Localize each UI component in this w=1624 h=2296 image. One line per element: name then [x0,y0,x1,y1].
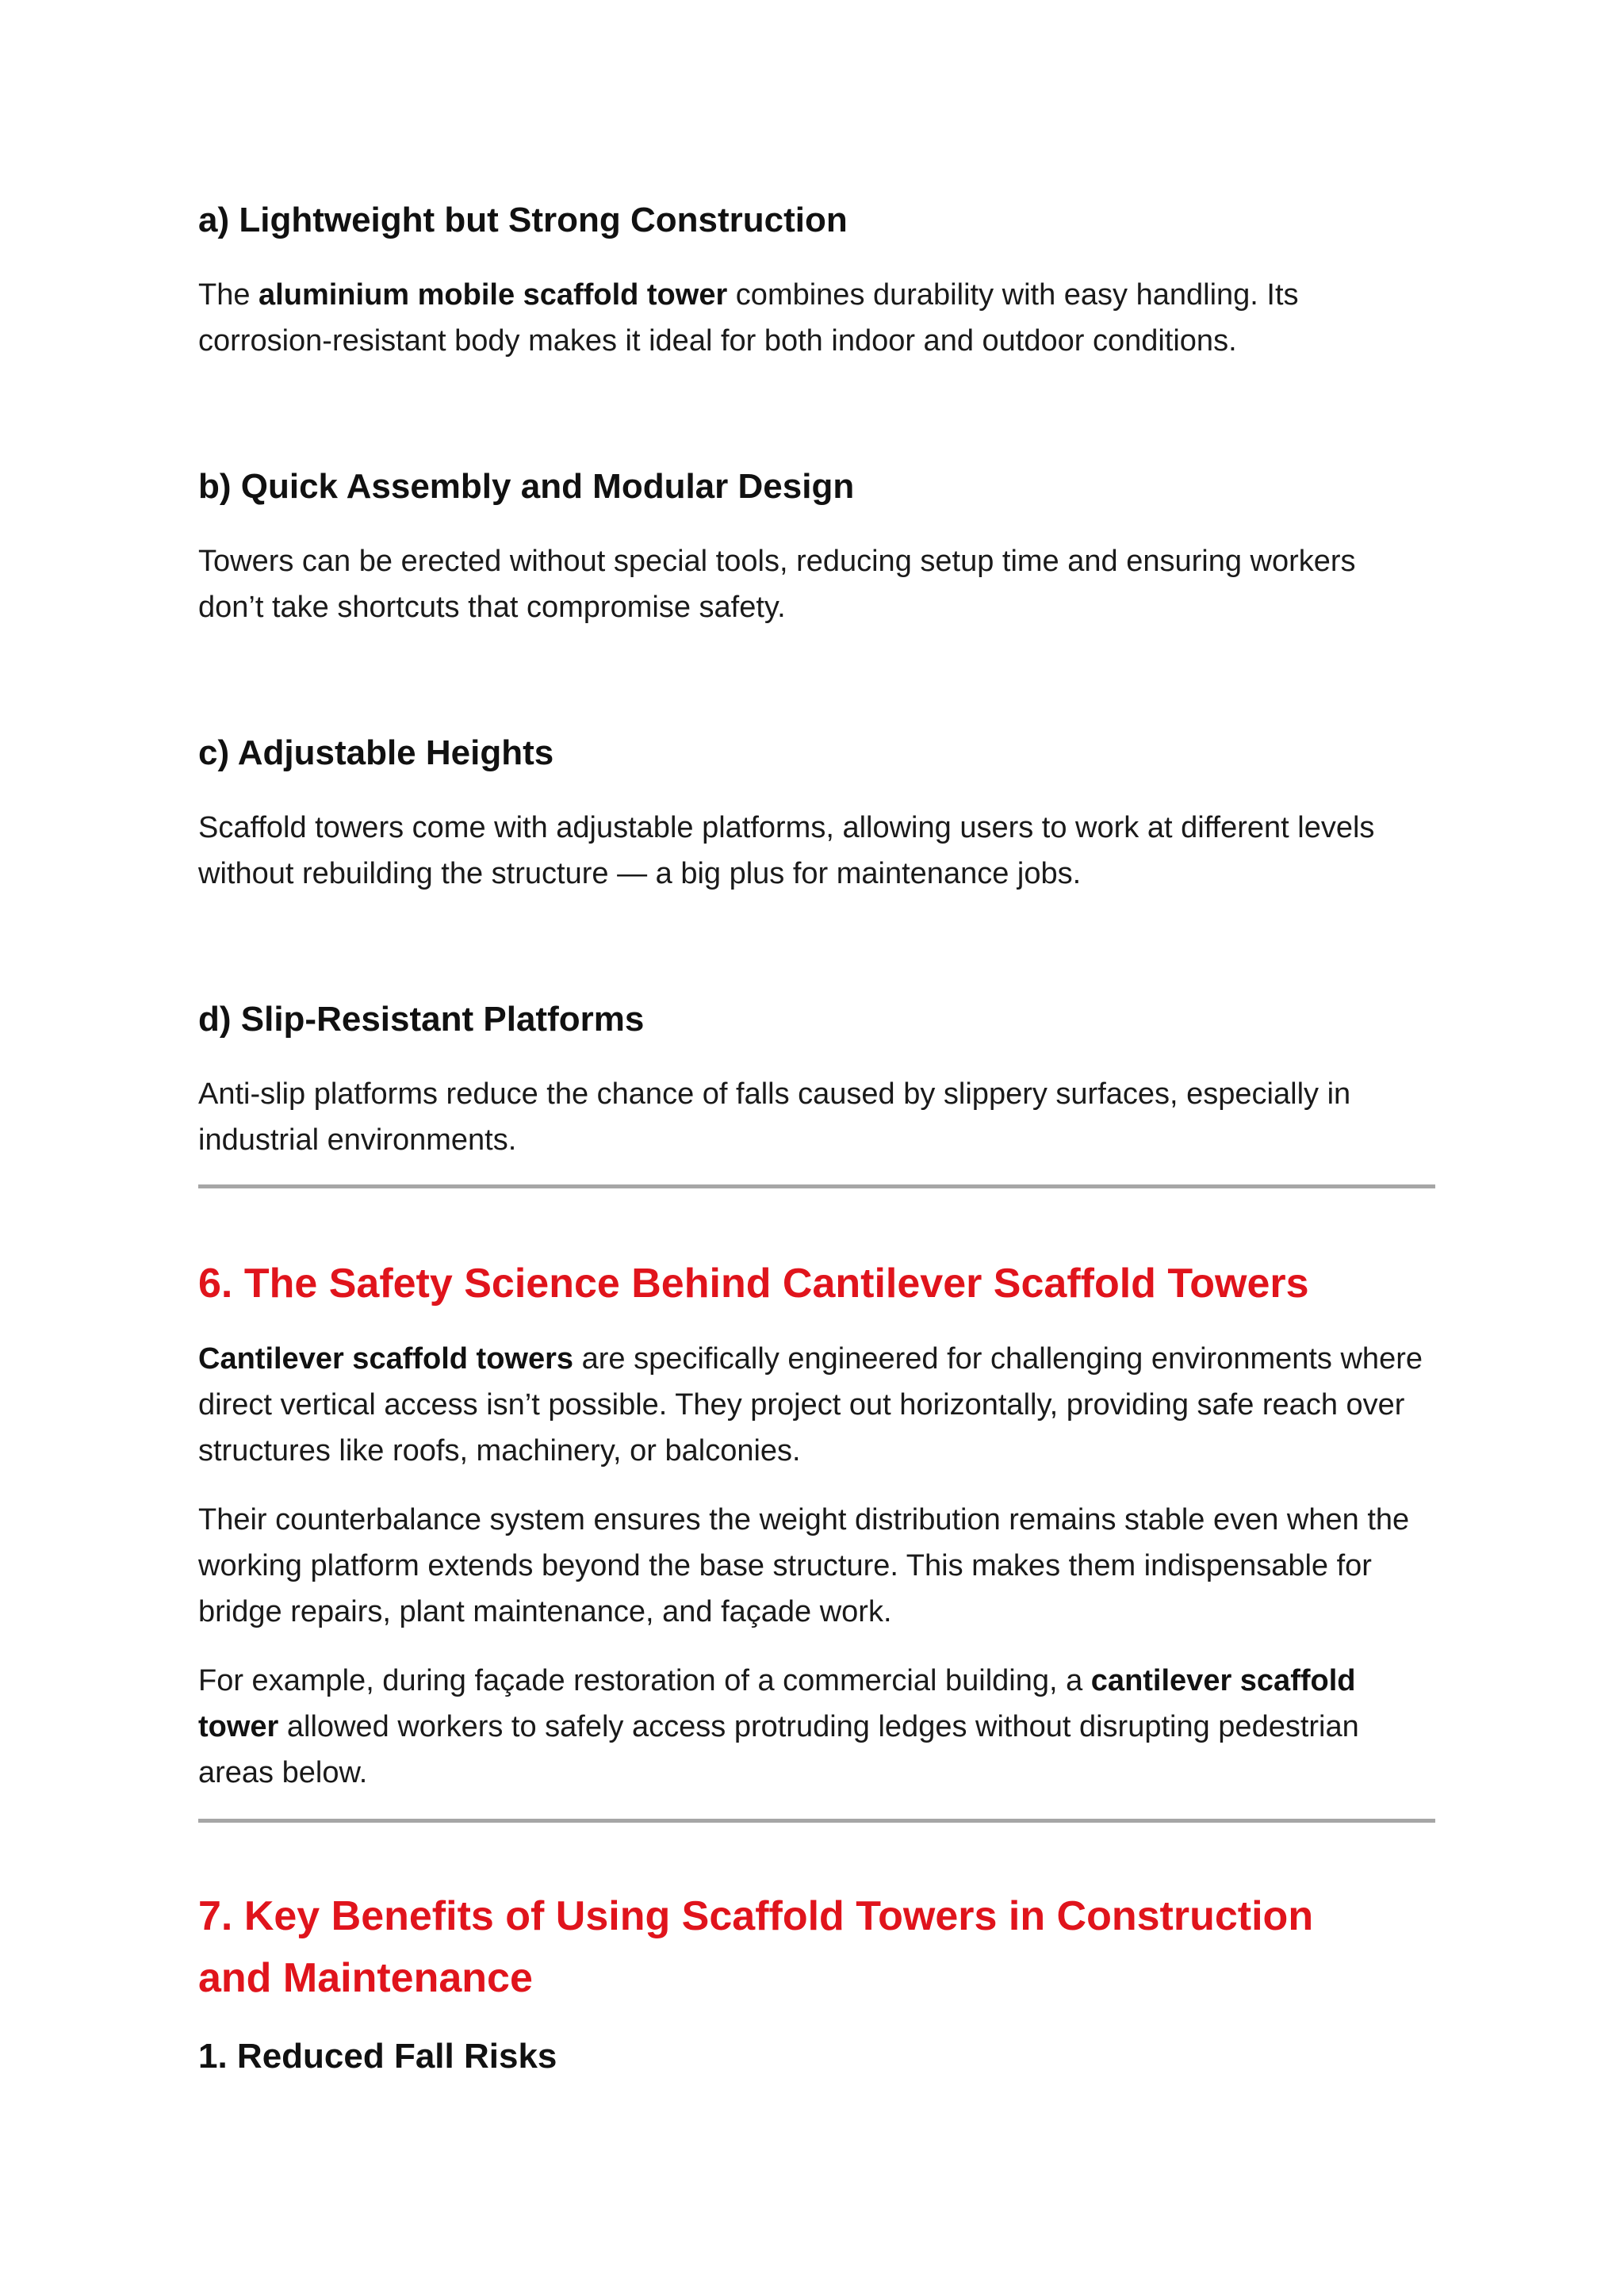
section-divider [198,1184,1435,1188]
section-6-paragraph-3-text-1: For example, during façade restoration of a commercial building, a [198,1664,1091,1697]
section-6-paragraph-1 [198,1336,1435,1474]
feature-body-b: Towers can be erected without special tools, reducing setup time and ensuring workers don’t take shortcuts that compromise safety. [198,545,1356,624]
section-6-paragraph-3-text-2: allowed workers to safely access protruding ledges without disrupting pedestrian areas below. [198,1710,1359,1789]
feature-heading-a: a) Lightweight but Strong Construction [198,201,848,239]
section-7-subheading-1: 1. Reduced Fall Risks [198,2037,557,2076]
feature-body-a [198,272,1435,364]
section-6-title: 6. The Safety Science Behind Cantilever Scaffold Towers [198,1261,1309,1307]
feature-body-a-text-2: combines durability with easy handling. Its corrosion-resistant body makes it ideal for both indoor and outdoor conditions. [198,278,1299,358]
section-6-paragraph-3 [198,1658,1435,1796]
feature-body-a-text-1: The [198,278,259,312]
section-7-title: 7. Key Benefits of Using Scaffold Towers in Construction and Maintenance [198,1893,1314,2001]
section-divider [198,1819,1435,1823]
section-6-paragraph-1-bold: Cantilever scaffold towers [198,1342,574,1376]
feature-body-c: Scaffold towers come with adjustable platforms, allowing users to work at different levels without rebuilding the structure — a big plus for maintenance jobs. [198,811,1375,890]
feature-heading-d: d) Slip-Resistant Platforms [198,1000,645,1039]
section-6-paragraph-2: Their counterbalance system ensures the weight distribution remains stable even when the working platform extends beyond the base structure. This makes them indispensable for bridge repairs, plant maintenance, and façade work. [198,1503,1410,1628]
section-6-paragraph-3-bold: cantilever scaffold tower [198,1664,1356,1743]
feature-heading-c: c) Adjustable Heights [198,733,554,772]
section-6-paragraph-1-text: are specifically engineered for challenging environments where direct vertical access isn’t possible. They project out horizontally, providing safe reach over structures like roofs, machinery, or balconies. [198,1342,1423,1468]
feature-body-a-bold: aluminium mobile scaffold tower [259,278,728,312]
feature-body-d: Anti-slip platforms reduce the chance of falls caused by slippery surfaces, especially in industrial environments. [198,1077,1351,1157]
feature-heading-b: b) Quick Assembly and Modular Design [198,467,855,506]
